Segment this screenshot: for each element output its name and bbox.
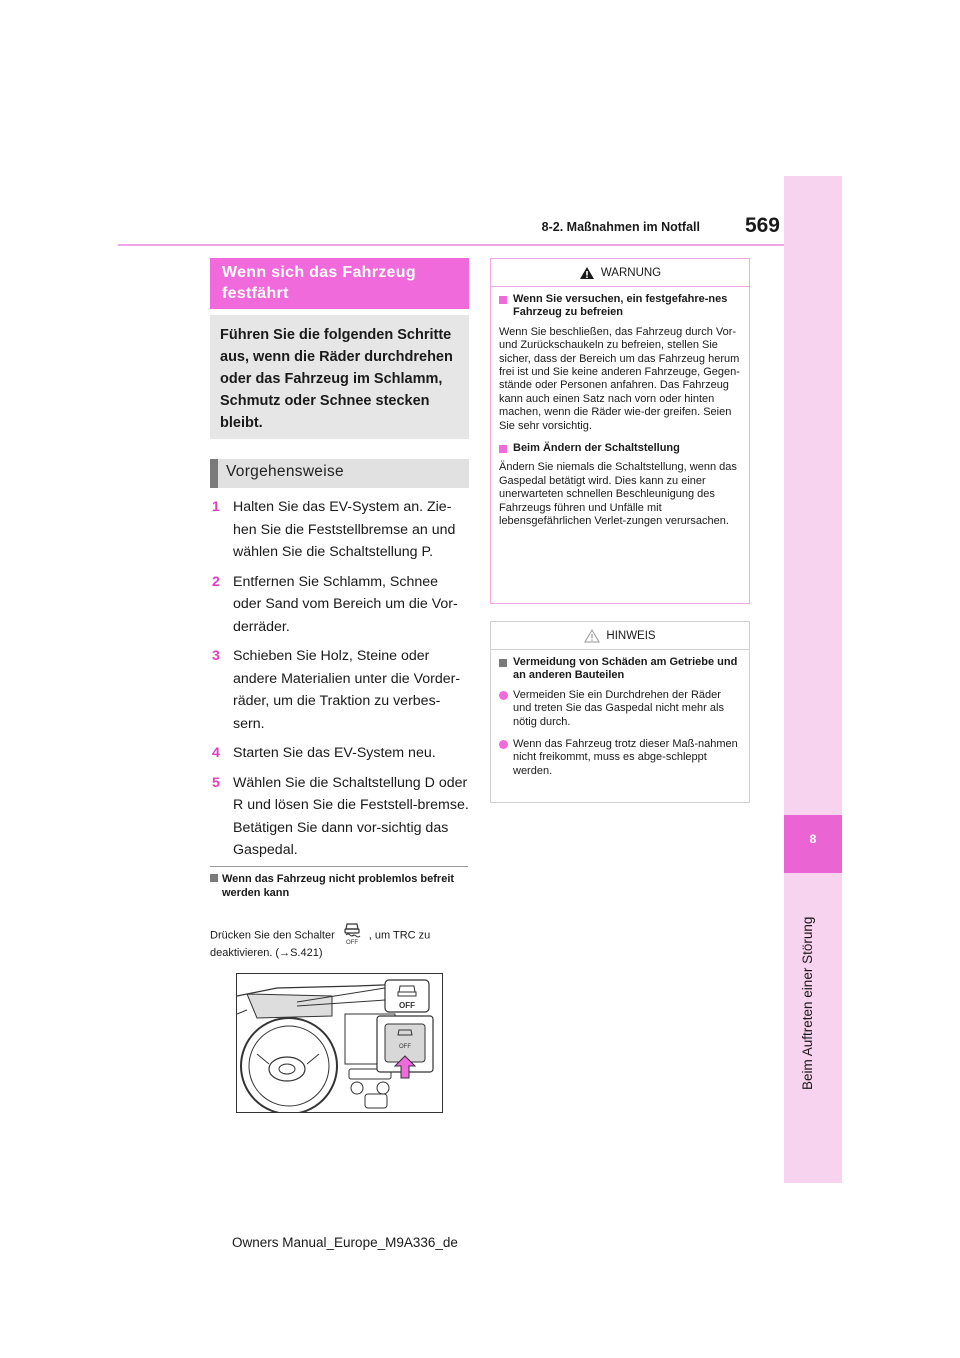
dashboard-illustration [236,973,443,1113]
step-text: Starten Sie das EV-System neu. [233,745,436,761]
header-divider [118,244,785,246]
section-title: 8-2. Maßnahmen im Notfall [541,220,700,234]
note-header [491,622,749,650]
step-item [212,772,470,862]
deactivate-text: deaktivieren. (→S.421) [210,947,323,959]
note-bullet [499,738,741,778]
warning-section-heading [499,293,741,320]
step-number: 3 [212,648,220,664]
step-number: 5 [212,774,220,791]
step-text: Entfernen Sie Schlamm, Schnee oder Sand vom Bereich um die Vor-derräder. [233,573,458,635]
warning-body [491,287,749,529]
caution-triangle-icon [584,629,600,643]
step-list [212,496,470,869]
page-number: 569 [744,214,780,237]
warning-header [491,259,749,287]
square-bullet-icon [499,659,507,667]
intro-box: Führen Sie die folgenden Schritte aus, wenn die Räder durchdrehen oder das Fahrzeug im Schlamm, Schmutz oder Schnee stecken bleibt. [210,315,469,439]
step-number: 2 [212,573,220,590]
callout-off-label: OFF [399,1001,415,1010]
square-bullet-icon [210,874,218,882]
trc-off-label: OFF [345,940,358,945]
warning-title: WARNUNG [600,266,662,279]
section-heading: Wenn sich das Fahrzeug festfährt [210,258,469,309]
round-bullet-icon [499,691,508,700]
note-bullet [499,689,741,729]
warning-section-heading [499,442,741,455]
step-text: Wählen Sie die Schaltstellung D oder R und lösen Sie die Feststell-bremse. Betätigen Sie dann vor-sichtig das Gaspedal. [233,774,469,858]
procedure-heading: Vorgehensweise [210,459,469,488]
step-item [212,645,470,735]
press-text-after: , um TRC zu [368,929,431,942]
chapter-number: 8 [809,832,817,846]
sub-divider [210,866,468,867]
step-text: Halten Sie das EV-System an. Zie-hen Sie die Feststellbremse an und wählen Sie die Schaltstellung P. [233,499,456,560]
warning-heading-text: Wenn Sie versuchen, ein festgefahre-nes Fahrzeug zu befreien [513,293,728,319]
warning-text: Wenn Sie beschließen, das Fahrzeug durch Vor- und Zurückschaukeln zu befreien, stellen Sie sicher, dass der Bereich um das Fahrzeug herum frei ist und Sie keine anderen Fahrzeuge, Gegen-stände oder Personen anfahren. Das Fahrzeug kann auch einen Satz nach vorn oder hinten machen, wenn die Räder wie-der greifen. Seien Sie sehr vorsichtig. [499,325,740,432]
warning-text: Ändern Sie niemals die Schaltstellung, wenn das Gaspedal betätigt wird. Dies kann zu einer unerwarteten schnellen Beschleunigung des Fahrzeugs führen und Unfälle mit lebensgefährlichen Verlet-zungen verursachen. [499,461,737,528]
note-bullet-text: Vermeiden Sie ein Durchdrehen der Räder und treten Sie das Gaspedal nicht mehr als nötig durch. [513,688,724,728]
step-item [212,571,470,639]
warning-heading-text: Beim Ändern der Schaltstellung [513,442,680,455]
chapter-title: Beim Auftreten einer Störung [800,916,815,1090]
warning-box [490,258,750,604]
note-body [491,650,749,778]
note-heading-text: Vermeidung von Schäden am Getriebe und an anderen Bauteilen [513,656,738,682]
note-title: HINWEIS [606,629,656,642]
square-bullet-icon [499,296,507,304]
step-text: Schieben Sie Holz, Steine oder andere Materialien unter die Vorder-räder, um die Traktion zu verbes-sern. [233,648,461,732]
note-section-heading [499,656,741,683]
trc-off-icon [341,921,363,950]
step-item [212,742,470,765]
warning-triangle-icon [579,266,595,280]
press-text-before: Drücken Sie den Schalter [210,929,335,942]
round-bullet-icon [499,740,508,749]
square-bullet-icon [499,445,507,453]
step-item [212,496,470,564]
press-instruction [210,921,475,950]
zoom-off-label: OFF [399,1044,411,1050]
step-number: 4 [212,745,220,761]
note-box [490,621,750,803]
sub-heading [210,872,468,900]
step-number: 1 [212,499,220,515]
footer-text: Owners Manual_Europe_M9A336_de [232,1235,458,1250]
sub-heading-text: Wenn das Fahrzeug nicht problemlos befreit werden kann [222,873,455,899]
note-bullet-text: Wenn das Fahrzeug trotz dieser Maß-nahmen nicht freikommt, muss es abge-schleppt werden. [513,738,738,777]
